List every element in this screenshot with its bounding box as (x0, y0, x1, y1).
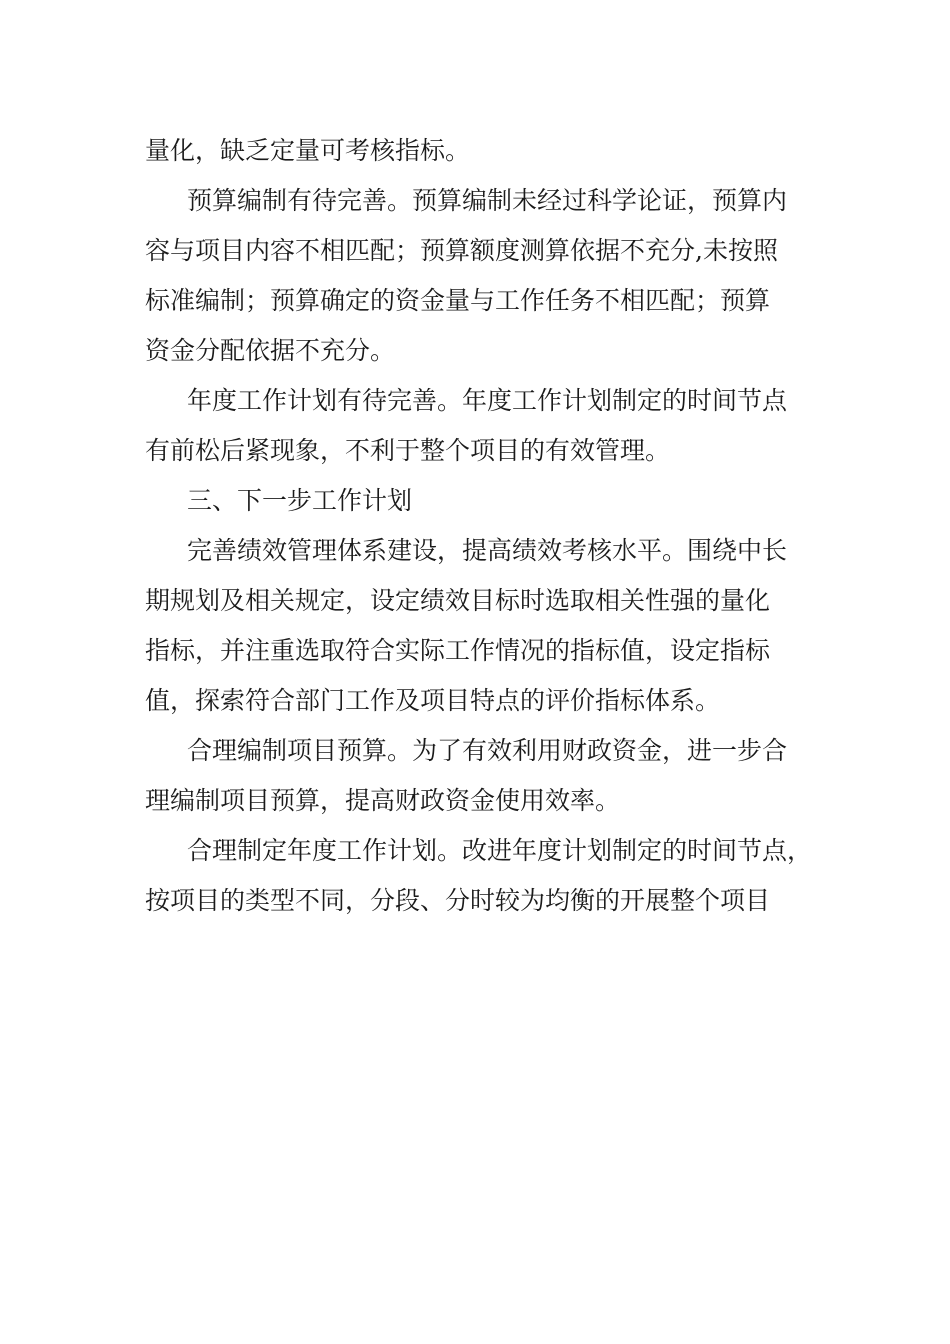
text-line-13: 合理编制项目预算。为了有效利用财政资金，进一步合 (187, 736, 788, 765)
text-line-1: 量化，缺乏定量可考核指标。 (145, 136, 471, 165)
text-line-4: 标准编制；预算确定的资金量与工作任务不相匹配；预算 (145, 286, 771, 315)
text-line-3: 容与项目内容不相匹配；预算额度测算依据不充分,未按照 (145, 236, 778, 265)
text-line-9: 完善绩效管理体系建设，提高绩效考核水平。围绕中长 (187, 536, 788, 565)
section-heading: 三、下一步工作计划 (187, 486, 413, 515)
text-line-14: 理编制项目预算，提高财政资金使用效率。 (145, 786, 621, 815)
text-line-5: 资金分配依据不充分。 (145, 336, 396, 365)
text-line-2: 预算编制有待完善。预算编制未经过科学论证，预算内 (187, 186, 788, 215)
text-line-15: 合理制定年度工作计划。改进年度计划制定的时间节点， (187, 836, 813, 865)
text-line-10: 期规划及相关规定，设定绩效目标时选取相关性强的量化 (145, 586, 771, 615)
text-line-11: 指标，并注重选取符合实际工作情况的指标值，设定指标 (145, 636, 771, 665)
text-line-6: 年度工作计划有待完善。年度工作计划制定的时间节点 (187, 386, 788, 415)
text-line-12: 值，探索符合部门工作及项目特点的评价指标体系。 (145, 686, 721, 715)
text-line-16: 按项目的类型不同，分段、分时较为均衡的开展整个项目 (145, 886, 771, 915)
text-line-7: 有前松后紧现象，不利于整个项目的有效管理。 (145, 436, 671, 465)
